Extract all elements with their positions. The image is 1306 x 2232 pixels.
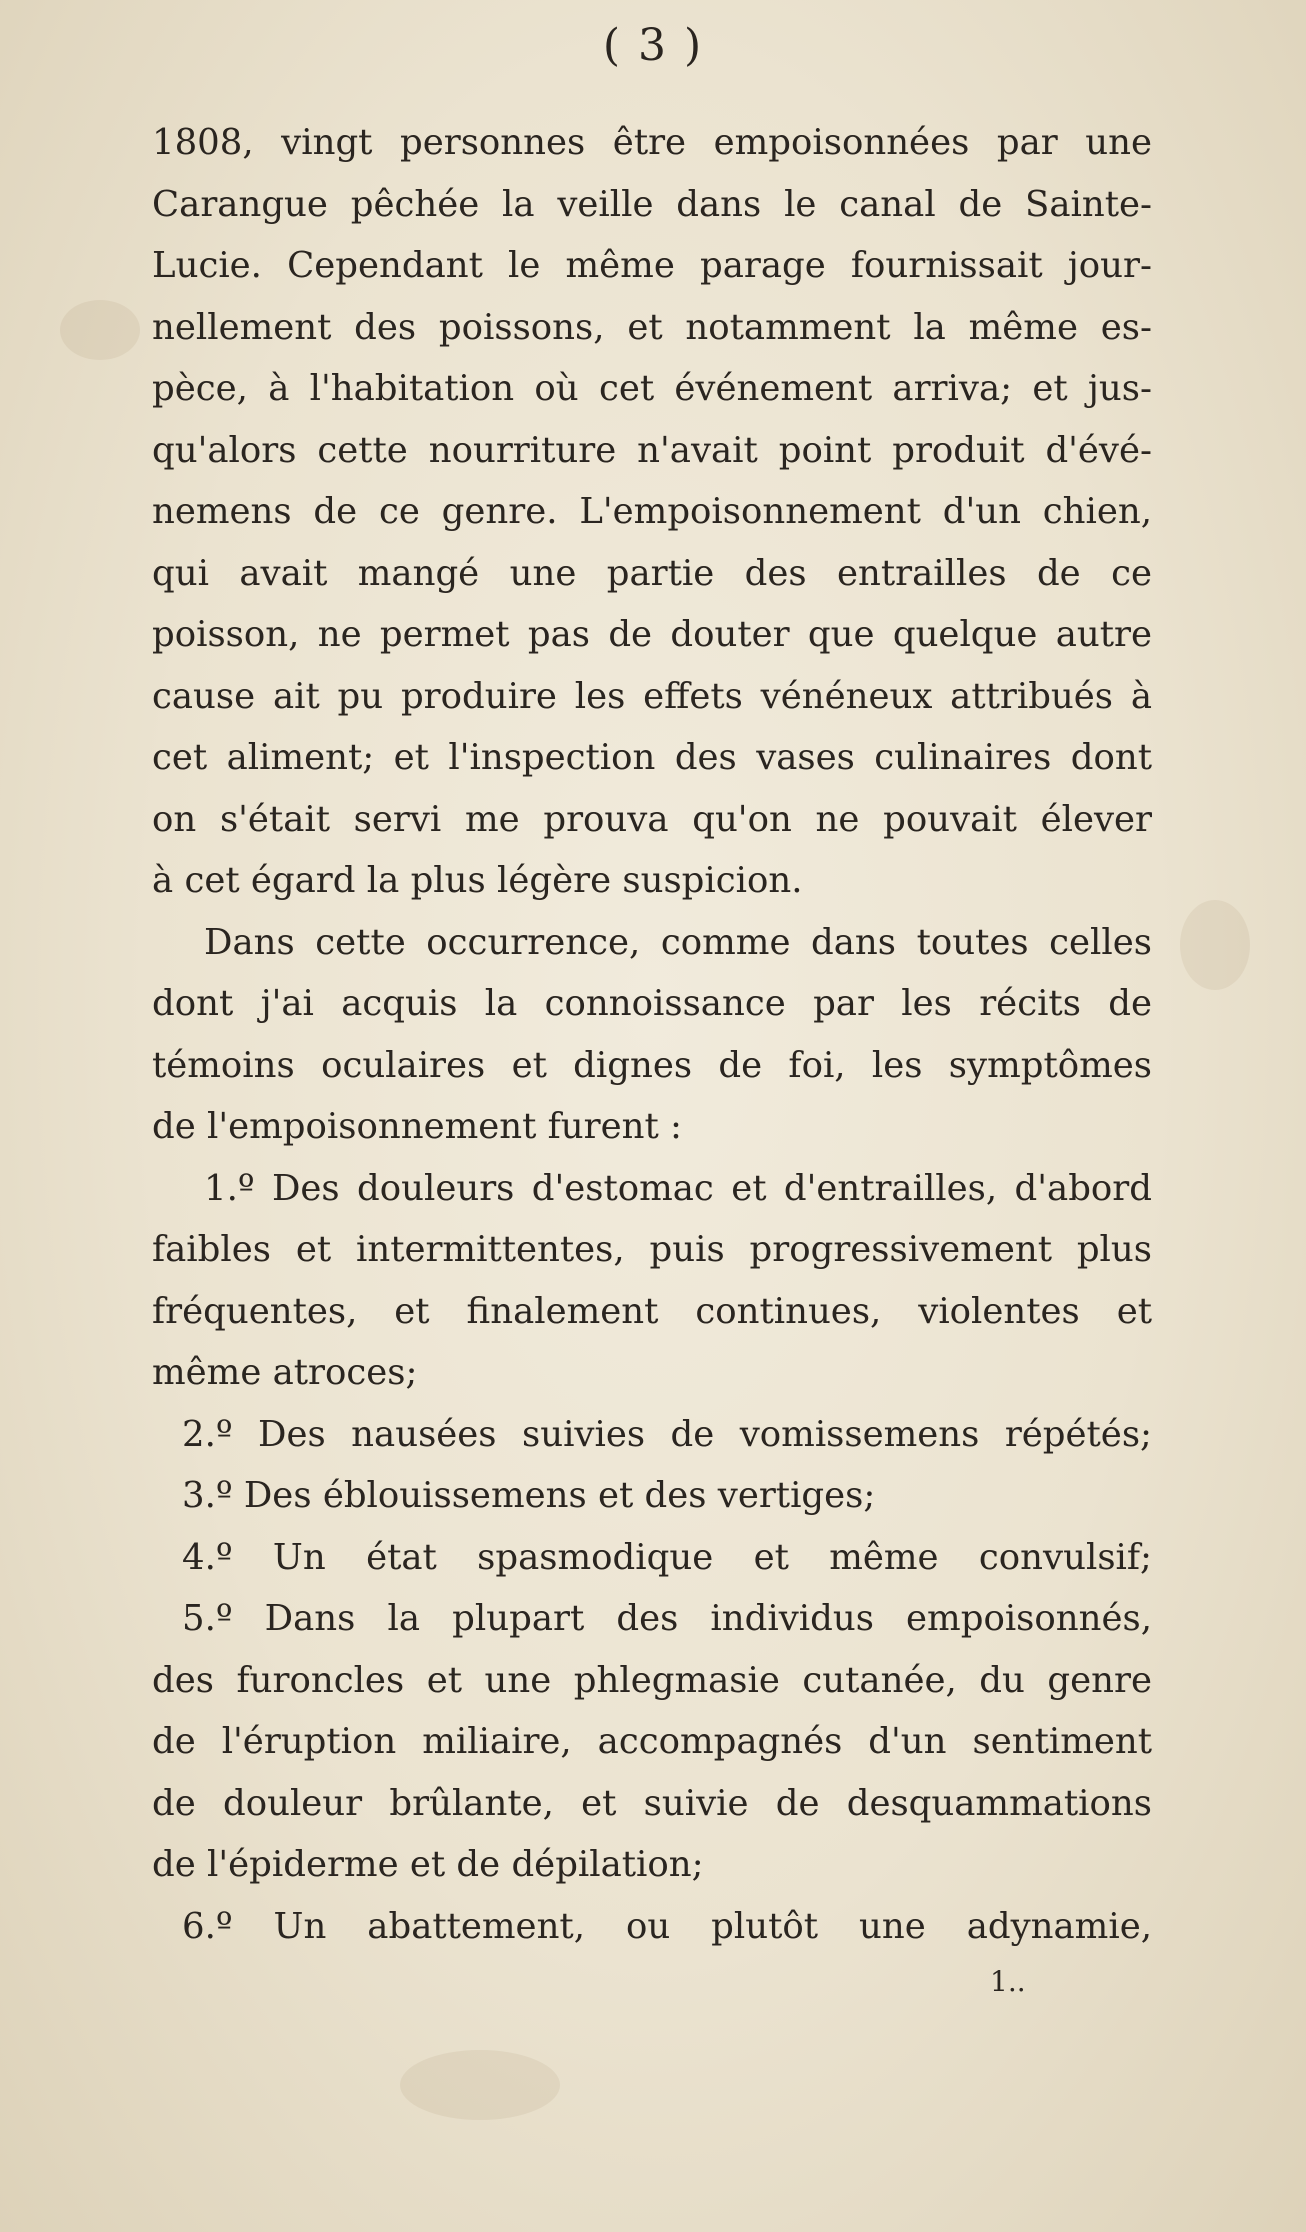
text-line: de douleur brûlante, et suivie de desquammations bbox=[152, 1782, 1152, 1824]
text-line: 1808, vingt personnes être empoisonnées par une bbox=[152, 122, 1152, 163]
text-line: Dans cette occurrence, comme dans toutes celles bbox=[204, 921, 1152, 963]
body-text bbox=[152, 112, 1152, 1957]
text-line: cet aliment; et l'inspection des vases culinaires dont bbox=[152, 737, 1152, 778]
text-line: qui avait mangé une partie des entrailles de ce bbox=[152, 552, 1152, 594]
text-line: cause ait pu produire les effets vénéneux attribués à bbox=[152, 675, 1152, 717]
paper-stain bbox=[1180, 900, 1250, 990]
text-line: on s'était servi me prouva qu'on ne pouvait élever bbox=[152, 798, 1152, 840]
paper-stain bbox=[60, 300, 140, 360]
text-line: nemens de ce genre. L'empoisonnement d'un chien, bbox=[152, 491, 1152, 532]
text-line: Carangue pêchée la veille dans le canal de Sainte- bbox=[152, 183, 1152, 225]
text-line: pèce, à l'habitation où cet événement arriva; et jus- bbox=[152, 368, 1152, 409]
list-item: 5.º Dans la plupart des individus empoisonnés, bbox=[182, 1598, 1152, 1639]
text-line: poisson, ne permet pas de douter que quelque autre bbox=[152, 614, 1152, 655]
paper-stain bbox=[400, 2050, 560, 2120]
list-item: 6.º Un abattement, ou plutôt une adynamie, bbox=[182, 1905, 1152, 1947]
text-line: à cet égard la plus légère suspicion. bbox=[152, 860, 803, 901]
text-line: dont j'ai acquis la connoissance par les récits de bbox=[152, 983, 1152, 1024]
text-line: fréquentes, et finalement continues, violentes et bbox=[152, 1290, 1152, 1332]
list-item: 3.º Des éblouissemens et des vertiges; bbox=[182, 1475, 876, 1516]
text-line: même atroces; bbox=[152, 1352, 418, 1393]
text-line: qu'alors cette nourriture n'avait point produit d'évé- bbox=[152, 429, 1152, 471]
list-item: 2.º Des nausées suivies de vomissemens répétés; bbox=[182, 1413, 1152, 1455]
catchword: 1.. bbox=[990, 1965, 1026, 1998]
text-line: de l'éruption miliaire, accompagnés d'un sentiment bbox=[152, 1721, 1152, 1762]
text-line: des furoncles et une phlegmasie cutanée, du genre bbox=[152, 1659, 1152, 1701]
text-line: témoins oculaires et dignes de foi, les symptômes bbox=[152, 1044, 1152, 1086]
page-number: ( 3 ) bbox=[602, 20, 704, 71]
text-line: de l'empoisonnement furent : bbox=[152, 1106, 683, 1147]
text-line: de l'épiderme et de dépilation; bbox=[152, 1844, 704, 1885]
list-item: 1.º Des douleurs d'estomac et d'entrailles, d'abord bbox=[204, 1167, 1152, 1209]
text-line: nellement des poissons, et notamment la même es- bbox=[152, 306, 1152, 348]
list-item: 4.º Un état spasmodique et même convulsif; bbox=[182, 1536, 1152, 1578]
text-line: Lucie. Cependant le même parage fournissait jour- bbox=[152, 245, 1152, 286]
text-line: faibles et intermittentes, puis progressivement plus bbox=[152, 1229, 1152, 1270]
